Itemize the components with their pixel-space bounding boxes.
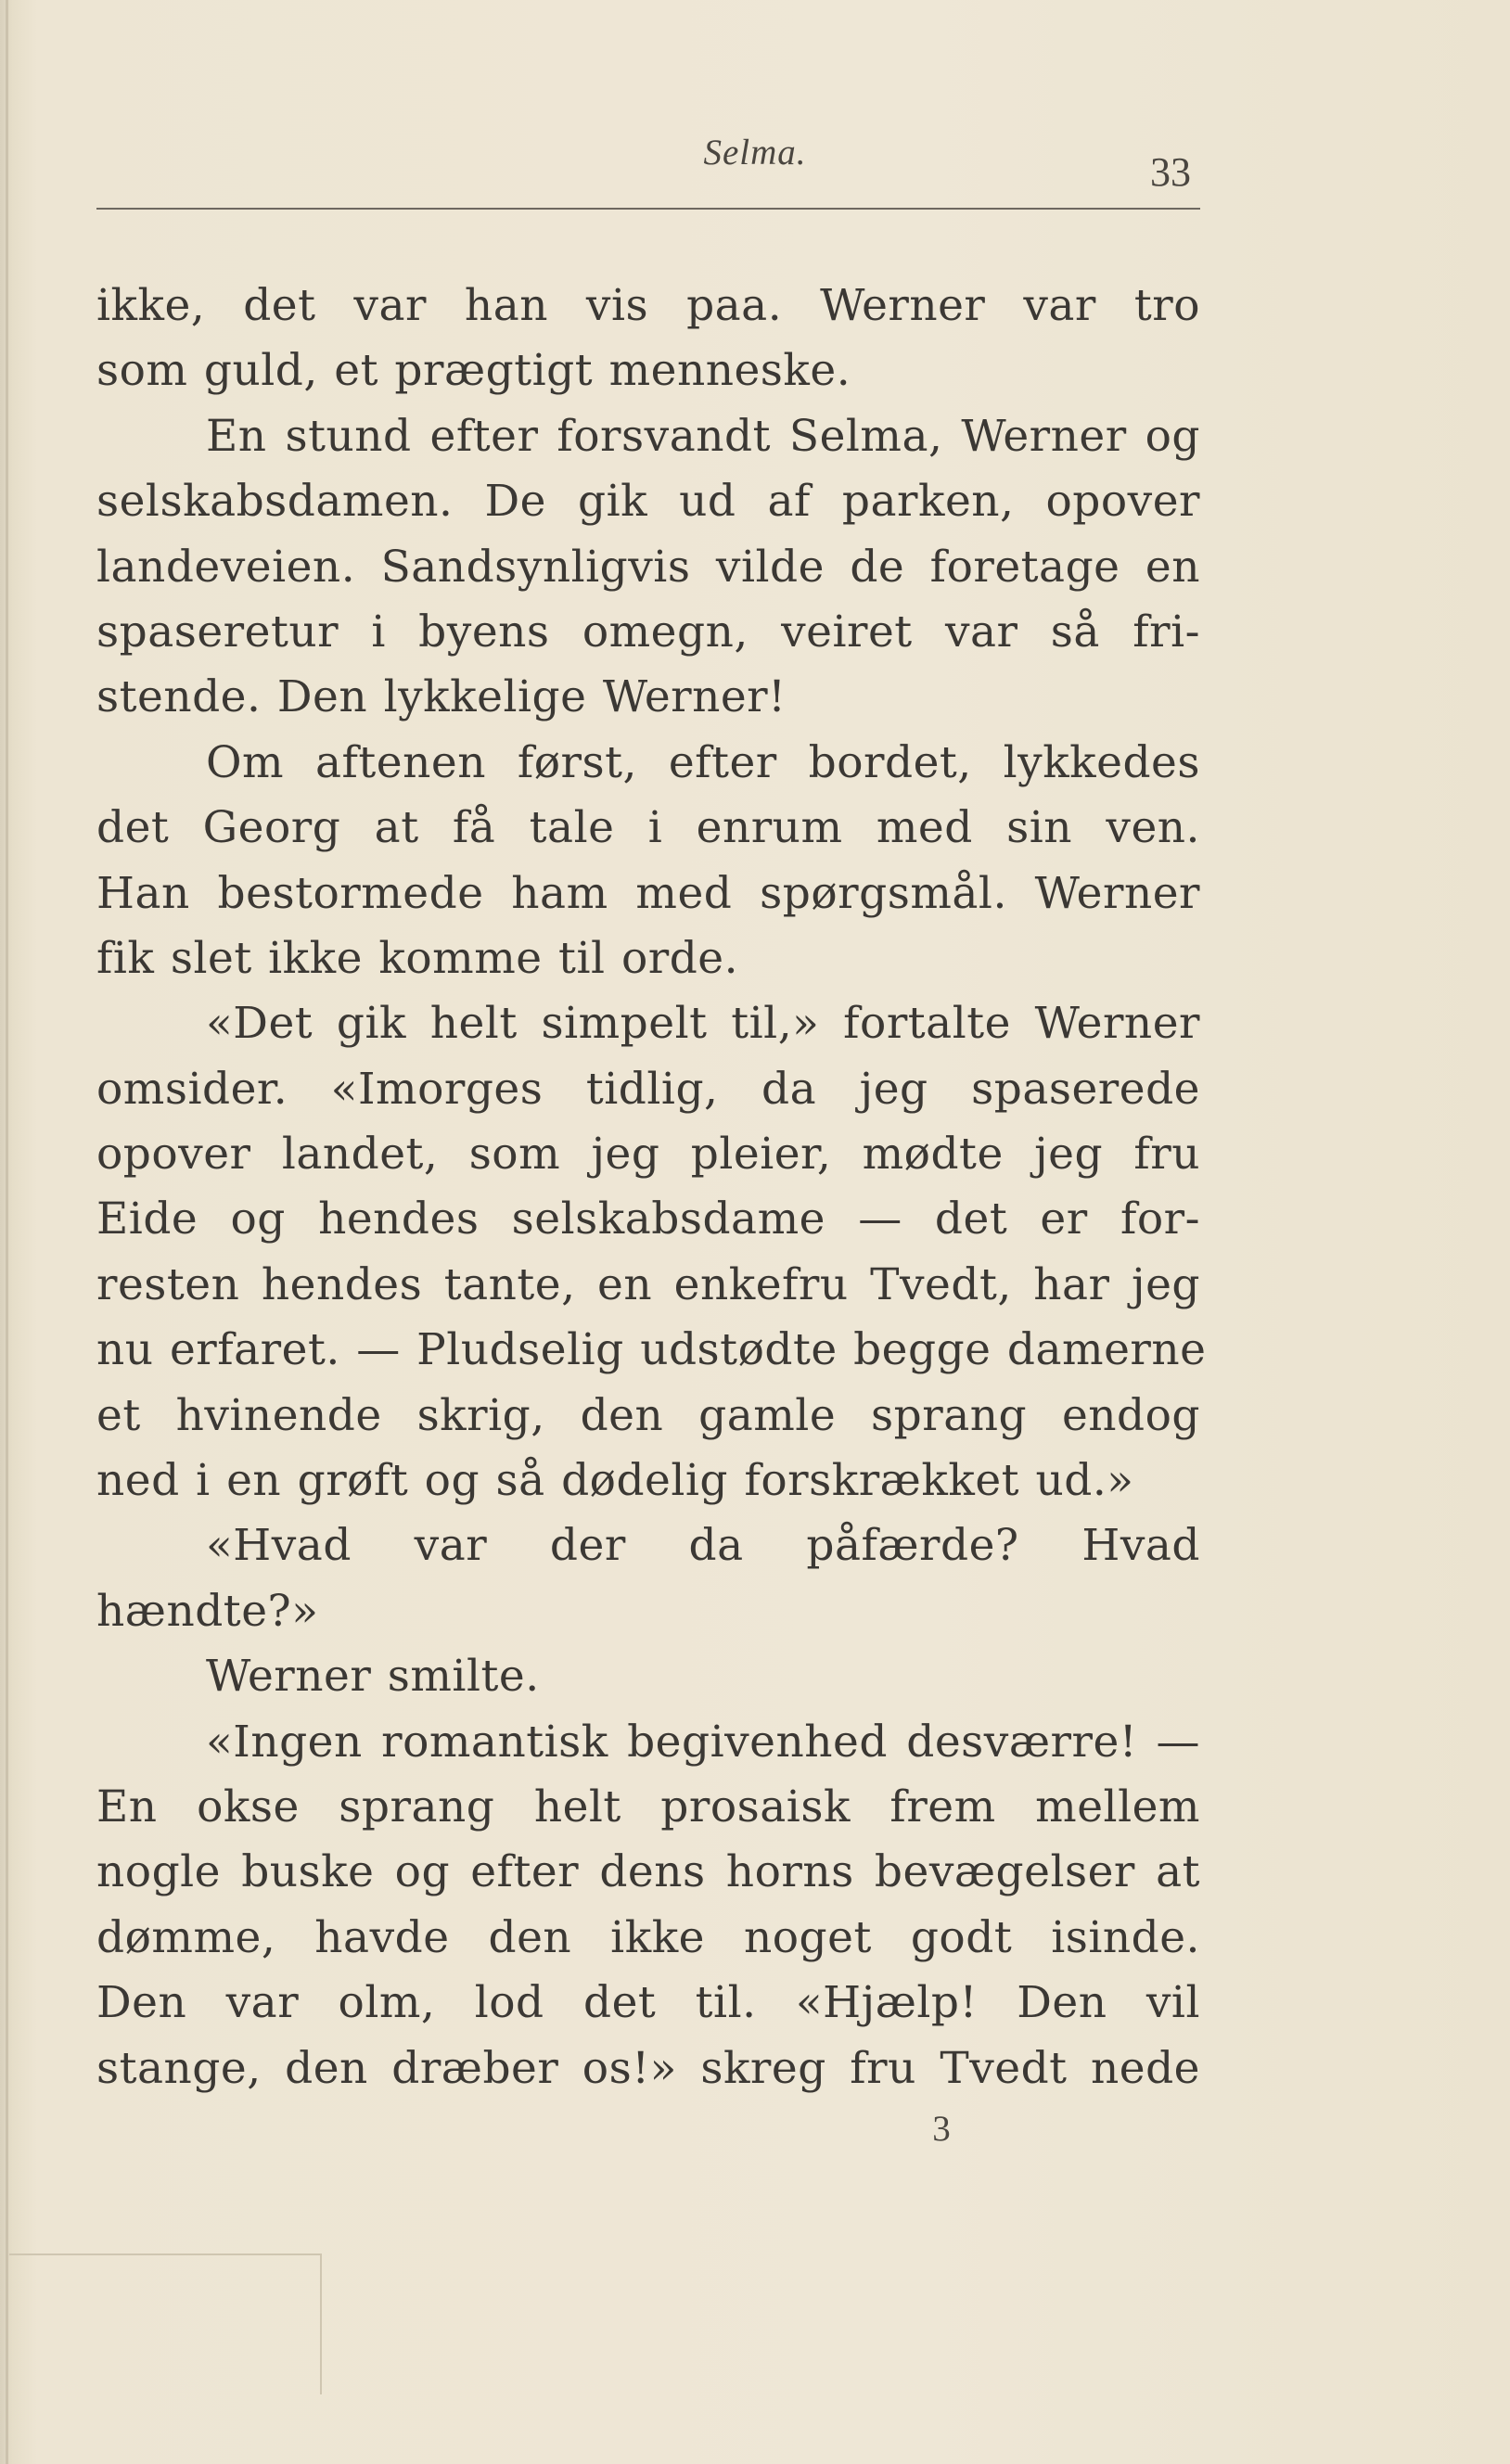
text-line: Han bestormede ham med spørgsmål. Werner (96, 867, 1200, 919)
running-head: Selma. (703, 133, 807, 172)
body-text (96, 274, 1207, 2101)
text-line: hændte?» (96, 1585, 319, 1637)
text-line: resten hendes tante, en enkefru Tvedt, har jeg (96, 1258, 1200, 1310)
text-line: «Det gik helt simpelt til,» fortalte Werner (206, 998, 1200, 1050)
text-line: det Georg at få tale i enrum med sin ven. (96, 802, 1200, 854)
text-line: «Ingen romantisk begivenhed desværre! — (206, 1716, 1200, 1768)
text-line: selskabsdamen. De gik ud af parken, opover (96, 476, 1200, 528)
stamp-outline (9, 2253, 322, 2394)
text-line: Werner smilte. (206, 1651, 540, 1703)
text-line: dømme, havde den ikke noget godt isinde. (96, 1911, 1200, 1963)
text-line: landeveien. Sandsynligvis vilde de foretage en (96, 541, 1200, 593)
text-line: nogle buske og efter dens horns bevægelser at (96, 1846, 1200, 1898)
text-line: nu erfaret. — Pludselig udstødte begge damerne (96, 1324, 1207, 1376)
text-line: ned i en grøft og så dødelig forskrækket ud.» (96, 1455, 1134, 1507)
text-line: Eide og hendes selskabsdame — det er for- (96, 1194, 1200, 1245)
text-line: stange, den dræber os!» skreg fru Tvedt nede (96, 2042, 1200, 2094)
text-line: opover landet, som jeg pleier, mødte jeg fru (96, 1129, 1200, 1181)
signature-mark: 3 (932, 2109, 951, 2149)
text-line: «Hvad var der da påfærde? Hvad (206, 1520, 1200, 1572)
text-line: Om aftenen først, efter bordet, lykkedes (206, 736, 1200, 788)
text-line: omsider. «Imorges tidlig, da jeg spaserede (96, 1063, 1200, 1115)
page-binding-edge (6, 0, 8, 2464)
header-rule (96, 208, 1200, 210)
text-line: ikke, det var han vis paa. Werner var tro (96, 280, 1200, 331)
text-line: En stund efter forsvandt Selma, Werner og (206, 410, 1200, 462)
text-line: spaseretur i byens omegn, veiret var så fri- (96, 606, 1200, 657)
text-line: et hvinende skrig, den gamle sprang endog (96, 1389, 1200, 1441)
text-line: En okse sprang helt prosaisk frem mellem (96, 1781, 1200, 1832)
text-line: Den var olm, lod det til. «Hjælp! Den vil (96, 1977, 1200, 2029)
text-line: som guld, et prægtigt menneske. (96, 345, 851, 397)
text-line: stende. Den lykkelige Werner! (96, 671, 787, 723)
text-line: fik slet ikke komme til orde. (96, 932, 739, 984)
page-number: 33 (1150, 149, 1191, 195)
